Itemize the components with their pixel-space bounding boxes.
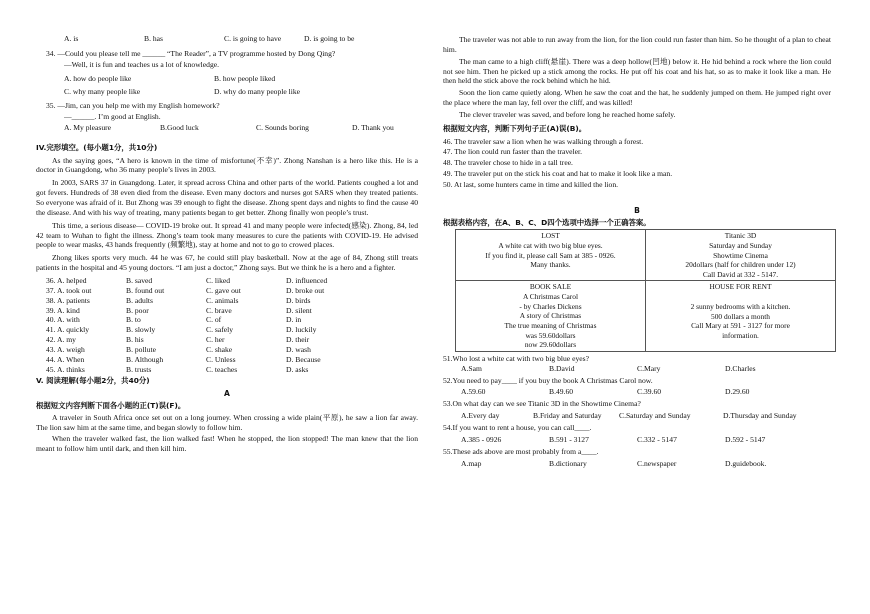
ad-heading: BOOK SALE	[529, 282, 572, 292]
option: A.385 - 0926	[461, 434, 502, 444]
q53-stem: 53.On what day can we see Titanic 3D in the Showtime Cinema?	[443, 399, 641, 409]
option: 44. A. When	[46, 354, 85, 364]
option: C. animals	[206, 295, 239, 305]
option: D. Because	[286, 354, 321, 364]
option: B.Good luck	[160, 123, 199, 133]
q54-options	[461, 435, 831, 445]
option: B.591 - 3127	[549, 434, 589, 444]
option: D. luckily	[286, 325, 317, 335]
option: B. Although	[126, 354, 164, 364]
ad-house-rent	[646, 281, 836, 351]
cloze-option-row	[46, 365, 418, 375]
option: B.Friday and Saturday	[533, 411, 602, 421]
option: D. wash	[286, 344, 311, 354]
option: B. found out	[126, 285, 165, 295]
cloze-option-row	[46, 296, 418, 306]
ad-line: information.	[722, 330, 759, 340]
option: C. brave	[206, 305, 232, 315]
option: B.dictionary	[549, 458, 587, 468]
ad-heading: Titanic 3D	[724, 231, 757, 241]
q52-options	[461, 387, 831, 397]
option: 38. A. patients	[46, 295, 90, 305]
option: B. how people liked	[214, 73, 276, 83]
option: B. adults	[126, 295, 154, 305]
option: D.592 - 5147	[725, 434, 766, 444]
q51-stem: 51.Who lost a white cat with two big blue eyes?	[443, 353, 589, 363]
option: C. is going to have	[224, 34, 282, 43]
option: D. Thank you	[352, 123, 394, 133]
option: B. to	[126, 315, 141, 325]
option: A. how do people like	[64, 73, 132, 83]
option: A. is	[64, 34, 79, 43]
option: C. safely	[206, 325, 233, 335]
option: C. shake	[206, 344, 233, 354]
option: B. his	[126, 335, 144, 345]
q55-options	[461, 459, 831, 469]
q34-options	[64, 74, 418, 84]
ad-line: was 59.60dollars	[525, 330, 576, 340]
tf-instructions: 根据短文内容，判断下列句子正(A)误(B)。	[443, 123, 587, 133]
option: C.332 - 5147	[637, 434, 677, 444]
tf-items	[443, 137, 831, 190]
option: D.Thursday and Sunday	[723, 411, 797, 421]
q55-stem: 55.These ads above are most probably from a____.	[443, 446, 599, 456]
right-column	[443, 36, 831, 468]
left-column	[36, 36, 418, 454]
option: B. saved	[126, 275, 153, 285]
option: D. silent	[286, 305, 312, 315]
option: D. in	[286, 315, 302, 325]
q51-options	[461, 364, 831, 374]
section-a-letter: A	[224, 389, 230, 399]
ad-line: Saturday and Sunday	[709, 240, 772, 250]
option: D. broke out	[286, 285, 325, 295]
option: 42. A. my	[46, 335, 76, 345]
q54-stem: 54.If you want to rent a house, you can call____.	[443, 422, 592, 432]
q34-options-2	[64, 87, 418, 97]
ad-line: Call Mary at 591 - 3127 for more	[691, 321, 790, 331]
option: D. why do many people like	[214, 87, 301, 97]
cloze-para-2: In 2003, SARS 37 in Guangdong. Later, it spread across China and other parts of the world. Patients coughed a lot and got fevers. Hundreds of 38 even died from the disease. Even many doctors and nurses got SARS when they treated patients. So everyone was afraid of it. But Zhong was 39 enough to fight the disease. Zhong spent days and nights to find the cause 40 the disease. And with his way of treating, many patients began to get better. Zhong finally won people’s trust.	[36, 178, 418, 217]
option: A.Sam	[461, 363, 482, 373]
cloze-para-1: As the saying goes, “A hero is known in the time of misfortune(不幸)”. Zhong Nanshan is a hero like this. He is a doctor in Guangdong, who 36 many people’s lives in 2003.	[36, 155, 418, 175]
ads-table	[455, 229, 836, 352]
option: C.39.60	[637, 387, 662, 397]
ad-line: Call David at 332 - 5147.	[702, 269, 779, 279]
ad-line: 20dollars (half for children under 12)	[685, 260, 796, 270]
story-a-para-4: The man came to a high cliff(悬崖). There was a deep hollow(凹地) below it. He hid behind a rock where the lion could not see him. Then he picked up a stick among the rocks. He put off his coat and his hat, so as to make it look like a man. He then held the stick above the rock behind which he hid.	[443, 56, 831, 86]
ad-line: A story of Christmas	[519, 311, 582, 321]
cloze-option-row	[46, 325, 418, 335]
cloze-option-row	[46, 286, 418, 296]
option: A. My pleasure	[64, 123, 112, 133]
option: D.Charles	[725, 363, 756, 373]
cloze-option-row	[46, 276, 418, 286]
ad-lost	[456, 230, 646, 281]
option: C. Unless	[206, 354, 236, 364]
option: C. why many people like	[64, 87, 141, 97]
cloze-option-row	[46, 345, 418, 355]
story-a-para-2: When the traveler walked fast, the lion walked fast! When he stopped, the lion stopped! The man knew that the lion meant to follow him until dark, and then kill him.	[36, 434, 418, 454]
cloze-para-3: This time, a serious disease— COVID-19 broke out. It spread 41 and many people were infected(感染). Zhong, 84, led 42 team to Wuhan to fight the illness. Zhong’s team took many measures to cure the patients with COVID-19. He advised people to wear masks, 43 hands frequently (频繁地), stay at home and not to go to crowed places.	[36, 220, 418, 250]
story-a-para-6: The clever traveler was saved, and before long he reached home safely.	[459, 110, 676, 120]
option: D. asks	[286, 364, 309, 374]
ad-line: A Christmas Carol	[522, 292, 579, 302]
cloze-option-row	[46, 315, 418, 325]
ad-book-sale	[456, 281, 646, 351]
story-a-para-1: A traveler in South Africa once set out on a long journey. When crossing a wide plain(平原), he saw a lion far away. The lion saw him at the same time, and began slowly to follow him.	[36, 412, 418, 432]
tf-item: 48. The traveler chose to hide in a tall tree.	[443, 158, 573, 168]
ad-line: Showtime Cinema	[713, 250, 768, 260]
option: B. has	[144, 34, 163, 43]
ad-heading: HOUSE FOR RENT	[709, 282, 772, 292]
section-b-letter: B	[634, 205, 640, 215]
cloze-option-row	[46, 355, 418, 365]
option: 39. A. kind	[46, 305, 80, 315]
tf-item: 47. The lion could run faster than the traveler.	[443, 147, 583, 157]
option: B. slowly	[126, 325, 156, 335]
option: 45. A. thinks	[46, 364, 85, 374]
option: 37. A. took out	[46, 285, 92, 295]
tf-item: 50. At last, some hunters came in time and killed the lion.	[443, 179, 619, 189]
option: D. is going to be	[304, 34, 355, 43]
section-5-title: V. 阅读理解(每小题2分，共40分)	[36, 375, 150, 385]
tf-item: 49. The traveler put on the stick his coat and hat to make it look like a man.	[443, 169, 673, 179]
ad-line: Many thanks.	[530, 260, 571, 270]
option: B. poor	[126, 305, 149, 315]
option: C.Saturday and Sunday	[619, 411, 691, 421]
option: D.guidebook.	[725, 458, 767, 468]
ad-line: 500 dollars a month	[711, 311, 770, 321]
option: 36. A. helped	[46, 275, 87, 285]
section-4-title: IV.完形填空。(每小题1分，共10分)	[36, 142, 158, 152]
option: B.49.60	[549, 387, 574, 397]
story-a-para-5: Soon the lion came quietly along. When he saw the coat and the hat, he suddenly jumped on them. He jumped right over the place where the man lay, fell over the cliff, and was killed!	[443, 88, 831, 108]
ad-line: now 29.60dollars	[524, 340, 577, 350]
q53-options	[461, 411, 831, 421]
ad-line: A white cat with two big blue eyes.	[498, 240, 603, 250]
option: A.59.60	[461, 387, 486, 397]
option: B. trusts	[126, 364, 152, 374]
tf-item: 46. The traveler saw a lion when he was walking through a forest.	[443, 136, 644, 146]
option: A.Every day	[461, 411, 500, 421]
option: D.29.60	[725, 387, 750, 397]
option: C. gave out	[206, 285, 241, 295]
option: C. liked	[206, 275, 231, 285]
option: 41. A. quickly	[46, 325, 90, 335]
option: D. their	[286, 335, 310, 345]
option: B.David	[549, 363, 575, 373]
q35-options	[64, 123, 418, 133]
option: 40. A. with	[46, 315, 80, 325]
section-a-instructions: 根据短文内容判断下面各小题的正(T)误(F)。	[36, 401, 186, 411]
cloze-para-4: Zhong likes sports very much. 44 he was 67, he could still play basketball. Now at the age of 84, Zhong still treats patients in the hospital and 45 young doctors. “I am just a doctor,” Zhong says. But we think he is a hero and a fighter.	[36, 253, 418, 273]
option: D. influenced	[286, 275, 328, 285]
cloze-options	[46, 276, 418, 375]
option: C.newspaper	[637, 458, 677, 468]
ad-titanic	[646, 230, 836, 281]
ad-line: 2 sunny bedrooms with a kitchen.	[690, 302, 791, 312]
cloze-option-row	[46, 335, 418, 345]
option: B. pollute	[126, 344, 156, 354]
option: C. her	[206, 335, 225, 345]
q34-stem: 34. —Could you please tell me ______ “The Reader”, a TV programme hosted by Dong Qing?	[46, 48, 336, 58]
ad-line: The true meaning of Christmas	[504, 320, 597, 330]
option: C. Sounds boring	[256, 123, 309, 133]
option: 43. A. weigh	[46, 344, 85, 354]
cloze-option-row	[46, 306, 418, 316]
q35-stem: 35. —Jim, can you help me with my English homework?	[46, 101, 220, 111]
q34-reply: —Well, it is fun and teaches us a lot of knowledge.	[64, 59, 220, 69]
option: C.Mary	[637, 363, 661, 373]
option: D. birds	[286, 295, 311, 305]
ad-line: If you find it, please call Sam at 385 - 0926.	[485, 250, 616, 260]
ad-heading: LOST	[541, 231, 560, 241]
q35-reply: —______. I’m good at English.	[64, 112, 161, 122]
option: C. teaches	[206, 364, 238, 374]
ad-line: - by Charles Dickens	[519, 301, 582, 311]
story-a-para-3: The traveler was not able to run away from the lion, for the lion could run faster than him. So he thought of a plan to cheat him.	[443, 35, 831, 54]
q52-stem: 52.You need to pay____ if you buy the book A Christmas Carol now.	[443, 375, 653, 385]
q33-options	[64, 34, 418, 44]
section-b-instructions: 根据表格内容，在A、B、C、D四个选项中选择一个正确答案。	[443, 217, 651, 227]
option: A.map	[461, 458, 482, 468]
option: C. of	[206, 315, 222, 325]
